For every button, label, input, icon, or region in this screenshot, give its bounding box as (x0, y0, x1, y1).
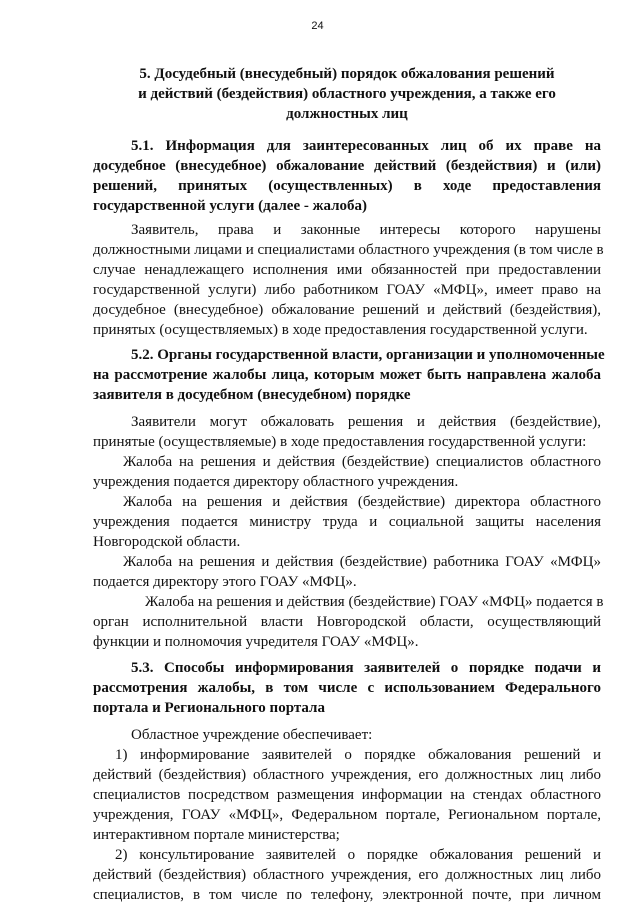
paragraph-line: 1) информирование заявителей о порядке обжалования решений и (115, 747, 601, 763)
paragraph-line: досудебное (внесудебное) обжалование решений и действий (бездействия), (93, 302, 601, 318)
paragraph-line: орган исполнительной власти Новгородской области, осуществляющий (93, 614, 601, 630)
subsection-heading-5-3 (93, 658, 601, 718)
heading-line: рассмотрения жалобы, в том числе с использованием Федерального (93, 680, 601, 696)
paragraph-line: 2) консультирование заявителей о порядке обжалования решений и (115, 847, 601, 863)
paragraph-5-2-mfc (93, 592, 604, 652)
paragraph-line: принятые (осуществляемые) в ходе предоставления государственной услуги: (93, 434, 587, 450)
list-item-1 (93, 745, 601, 845)
section-title-line: должностных лиц (286, 106, 408, 122)
heading-line: портала и Регионального портала (93, 700, 325, 716)
section-title-line: и действий (бездействия) областного учреждения, а также его (138, 86, 556, 102)
paragraph-line: Жалоба на решения и действия (бездействие) директора областного (123, 494, 601, 510)
paragraph-line: учреждения подается министру труда и социальной защиты населения (93, 514, 601, 530)
section-title-line: 5. Досудебный (внесудебный) порядок обжалования решений (139, 66, 555, 82)
heading-line: заявителя в досудебном (внесудебном) порядке (93, 387, 411, 403)
paragraph-line: учреждения, ГОАУ «МФЦ», Федеральном портале, Региональном портале, (93, 807, 601, 823)
paragraph-line: интерактивном портале министерства; (93, 827, 340, 843)
heading-line: 5.2. Органы государственной власти, организации и уполномоченные (131, 347, 605, 363)
heading-line: 5.3. Способы информирования заявителей о порядке подачи и (131, 660, 601, 676)
paragraph-line: действий (бездействия) областного учреждения, его должностных лиц либо (93, 867, 601, 883)
paragraph-line: подается директору этого ГОАУ «МФЦ». (93, 574, 357, 590)
section-title (93, 64, 601, 124)
list-item-2 (93, 845, 601, 905)
paragraph-line: действий (бездействия) областного учреждения, его должностных лиц либо (93, 767, 601, 783)
paragraph-5-2-intro (93, 412, 601, 452)
page-number: 24 (311, 20, 324, 32)
paragraph-5-2-specialists (93, 452, 601, 492)
paragraph-line: Жалоба на решения и действия (бездействие) ГОАУ «МФЦ» подается в (145, 594, 604, 610)
paragraph-line: Областное учреждение обеспечивает: (131, 727, 373, 743)
heading-line: государственной услуги (далее - жалоба) (93, 198, 368, 214)
heading-line: 5.1. Информация для заинтересованных лиц об их праве на (131, 138, 601, 154)
paragraph-line: Новгородской области. (93, 534, 241, 550)
heading-line: досудебное (внесудебное) обжалование действий (бездействия) и (или) (93, 158, 601, 174)
paragraph-line: Жалоба на решения и действия (бездействие) специалистов областного (123, 454, 601, 470)
paragraph-5-3-intro (93, 725, 601, 745)
paragraph-5-1 (93, 220, 604, 340)
heading-line: решений, принятых (осуществленных) в ходе предоставления (93, 178, 601, 194)
paragraph-line: государственной услуги) либо работником ГОАУ «МФЦ», имеет право на (93, 282, 601, 298)
subsection-heading-5-2 (93, 345, 605, 405)
paragraph-line: Заявитель, права и законные интересы которого нарушены (131, 222, 601, 238)
paragraph-5-2-mfc-worker (93, 552, 601, 592)
paragraph-line: специалистов, в том числе по телефону, электронной почте, при личном (93, 887, 601, 903)
paragraph-line: специалистов посредством размещения информации на стендах областного (93, 787, 601, 803)
paragraph-line: Заявители могут обжаловать решения и действия (бездействие), (131, 414, 601, 430)
paragraph-line: функции и полномочия учредителя ГОАУ «МФЦ». (93, 634, 419, 650)
subsection-heading-5-1 (93, 136, 601, 216)
heading-line: на рассмотрение жалобы лица, которым может быть направлена жалоба (93, 367, 601, 383)
paragraph-line: учреждения подается директору областного учреждения. (93, 474, 459, 490)
paragraph-line: принятых (осуществляемых) в ходе предоставления государственной услуги. (93, 322, 588, 338)
paragraph-line: Жалоба на решения и действия (бездействие) работника ГОАУ «МФЦ» (123, 554, 601, 570)
paragraph-line: должностными лицами и специалистами областного учреждения (в том числе в (93, 242, 604, 258)
paragraph-5-2-director (93, 492, 601, 552)
paragraph-line: случае ненадлежащего исполнения ими обязанностей при предоставлении (93, 262, 601, 278)
